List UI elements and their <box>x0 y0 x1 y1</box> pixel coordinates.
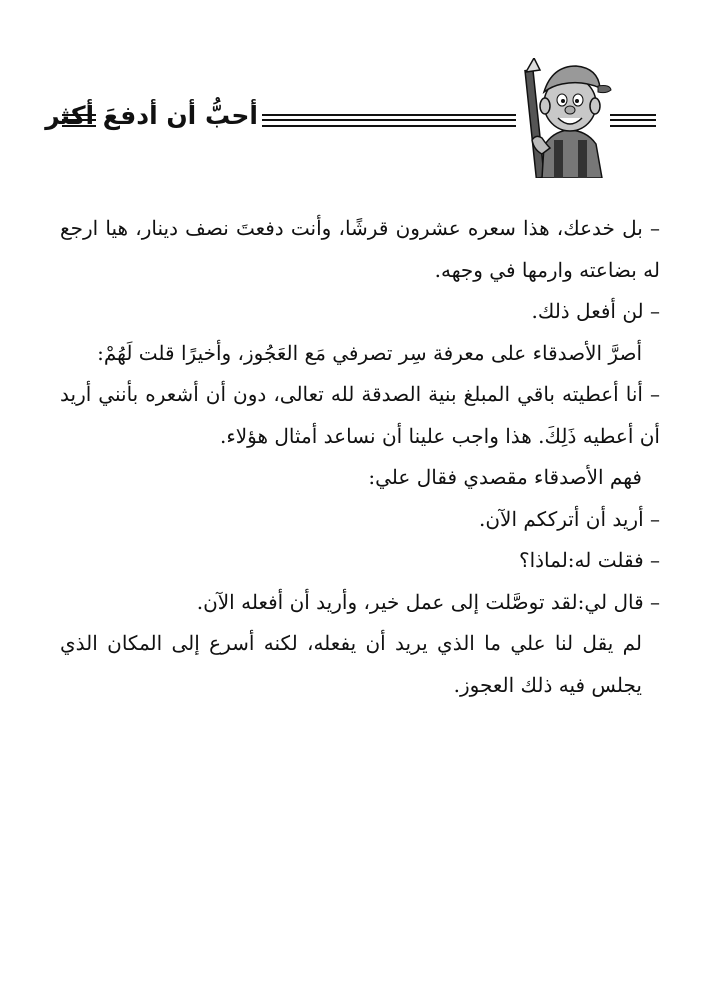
story-text <box>60 208 660 706</box>
dialog-line: – فقلت له:لماذا؟ <box>518 548 660 572</box>
dialog-line: – قال لي:لقد توصَّلت إلى عمل خير، وأريد أن أفعله الآن. <box>196 589 660 614</box>
dialog-line: – أريد أن أترككم الآن. <box>479 506 660 531</box>
narration-paragraph: فهم الأصدقاء مقصدي فقال علي: <box>368 465 642 489</box>
chapter-title: أحبُّ أن أدفعَ أكثر <box>45 101 258 130</box>
boy-with-pencil-icon <box>512 58 612 178</box>
dialog-line: – لن أفعل ذلك. <box>531 299 660 323</box>
title-rule-middle <box>262 114 516 127</box>
narration-paragraph: أصرَّ الأصدقاء على معرفة سِر تصرفي مَع العَجُوز، وأخيرًا قلت لَهُمْ: <box>97 340 642 365</box>
dialog-line: – بل خدعك، هذا سعره عشرون قرشًا، وأنت دفعتَ نصف دينار، هيا ارجع له بضاعته وارمها في وجهه. <box>60 216 660 282</box>
title-rule-right <box>610 114 656 127</box>
chapter-header <box>0 0 720 190</box>
dialog-line: – أنا أعطيته باقي المبلغ بنية الصدقة لله تعالى، دون أن أشعره بأنني أريد أن أعطيه ذَلِكَ. هذا واجب علينا أن نساعد أمثال هؤلاء. <box>60 382 660 448</box>
narration-paragraph: لم يقل لنا علي ما الذي يريد أن يفعله، لكنه أسرع إلى المكان الذي يجلس فيه ذلك العجوز. <box>60 631 642 697</box>
